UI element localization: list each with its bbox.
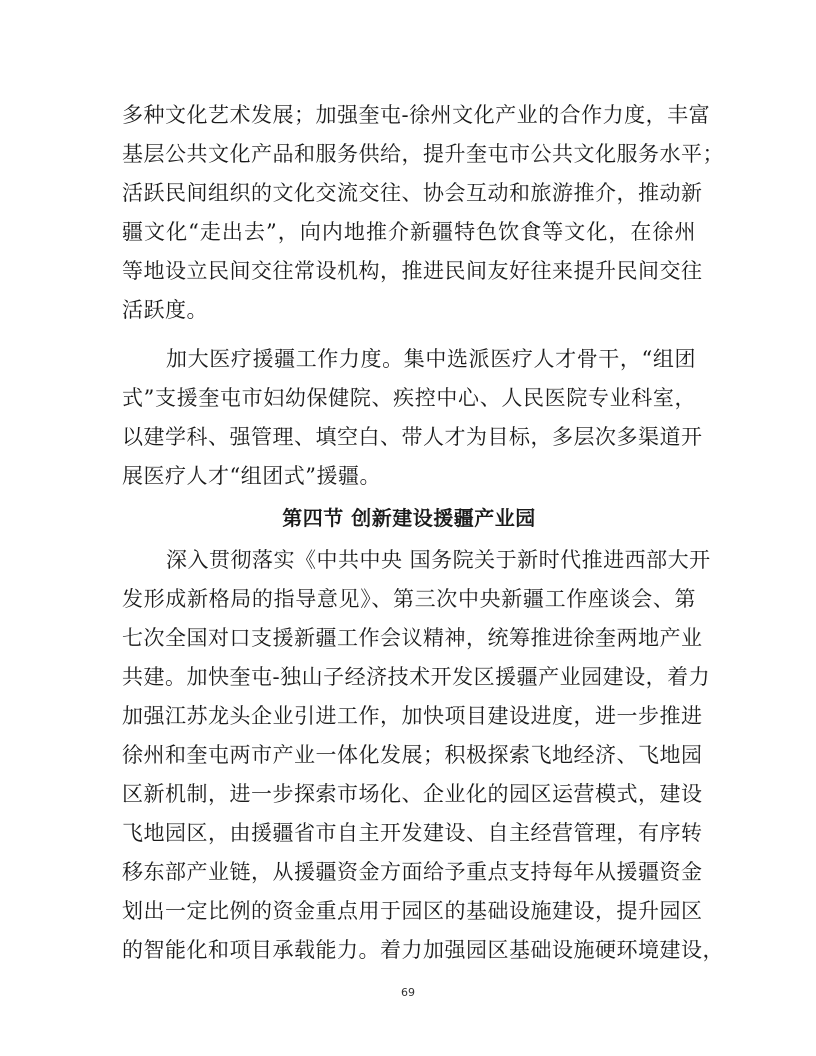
paragraph-industrial-park xyxy=(122,541,724,970)
text-line: 活跃度。 xyxy=(122,298,208,322)
page-number: 69 xyxy=(401,986,415,999)
text-line: 移东部产业链，从援疆资金方面给予重点支持每年从援疆资金 xyxy=(122,860,703,884)
text-line: 发形成新格局的指导意见》、第三次中央新疆工作座谈会、第 xyxy=(122,587,696,611)
text-line: 划出一定比例的资金重点用于园区的基础设施建设，提升园区 xyxy=(122,899,703,923)
text-line: 深入贯彻落实《中共中央 国务院关于新时代推进西部大开 xyxy=(166,548,711,572)
text-line: 共建。加快奎屯-独山子经济技术开发区援疆产业园建设，着力 xyxy=(122,665,711,689)
document-page xyxy=(122,96,724,970)
paragraph-medical xyxy=(122,340,703,496)
text-line: 飞地园区，由援疆省市自主开发建设、自主经营管理，有序转 xyxy=(122,821,703,845)
text-line: 式”支援奎屯市妇幼保健院、疾控中心、人民医院专业科室， xyxy=(122,386,696,410)
text-line: 活跃民间组织的文化交流交往、协会互动和旅游推介，推动新 xyxy=(122,181,703,205)
text-line: 展医疗人才“组团式”援疆。 xyxy=(122,464,381,488)
text-line: 以建学科、强管理、填空白、带人才为目标，多层次多渠道开 xyxy=(122,425,703,449)
text-line: 七次全国对口支援新疆工作会议精神，统筹推进徐奎两地产业 xyxy=(122,626,703,650)
text-line: 的智能化和项目承载能力。着力加强园区基础设施硬环境建设， xyxy=(122,938,724,962)
paragraph-culture xyxy=(122,96,724,330)
text-line: 区新机制，进一步探索市场化、企业化的园区运营模式，建设 xyxy=(122,782,703,806)
text-line: 多种文化艺术发展；加强奎屯-徐州文化产业的合作力度，丰富 xyxy=(122,103,711,127)
text-line: 疆文化“走出去”，向内地推介新疆特色饮食等文化，在徐州 xyxy=(122,220,696,244)
text-line: 徐州和奎屯两市产业一体化发展；积极探索飞地经济、飞地园 xyxy=(122,743,703,767)
text-line: 加大医疗援疆工作力度。集中选派医疗人才骨干，“组团 xyxy=(166,347,696,371)
text-line: 基层公共文化产品和服务供给，提升奎屯市公共文化服务水平； xyxy=(122,142,724,166)
text-line: 等地设立民间交往常设机构，推进民间友好往来提升民间交往 xyxy=(122,259,703,283)
text-line: 加强江苏龙头企业引进工作，加快项目建设进度，进一步推进 xyxy=(122,704,703,728)
section-heading: 第四节 创新建设援疆产业园 xyxy=(282,506,536,530)
